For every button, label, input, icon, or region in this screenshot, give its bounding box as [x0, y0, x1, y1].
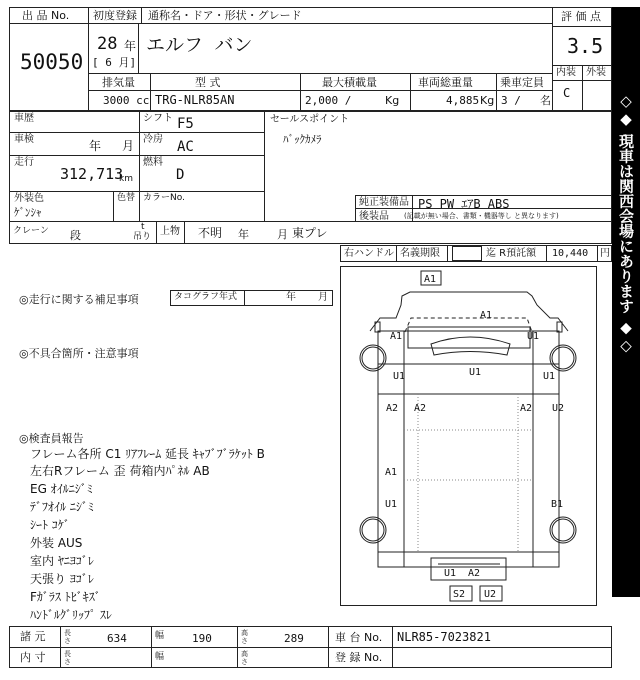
damage-mark: U1 — [469, 367, 482, 378]
name-label: 通称名・ドア・形状・グレード — [148, 9, 302, 22]
chassis-label: 車 台 No. — [335, 631, 383, 644]
exterior-label: 外装 — [586, 67, 606, 78]
damage-mark: A2 — [414, 403, 427, 414]
reg-no-label: 登 録 No. — [335, 651, 383, 664]
color-label: 外装色 — [14, 193, 44, 204]
damage-mark: A2 — [386, 403, 399, 414]
model-label: 型 式 — [195, 76, 221, 89]
upper-maker: 東プレ — [292, 226, 328, 240]
defect-label: ◎不具合箇所・注意事項 — [19, 347, 139, 360]
reg-year: 28 — [97, 34, 118, 54]
damage-mark: U2 — [484, 589, 497, 600]
inner-height-label: 高さ — [241, 650, 248, 666]
fuel-value: D — [176, 167, 185, 183]
mileage-label: 走行 — [14, 157, 34, 168]
damage-mark: A1 — [480, 310, 493, 321]
gross-label: 車両総重量 — [418, 76, 473, 89]
crane-level: 段 — [70, 229, 81, 242]
inspector-note-line: EG ｵｲﾙﾆｼﾞﾐ — [30, 482, 93, 496]
reg-month: [ 6 月] — [92, 56, 137, 69]
damage-mark: B1 — [551, 499, 564, 510]
lot-number: 50050 — [20, 50, 84, 74]
damage-mark: A1 — [390, 331, 403, 342]
transfer-check-box — [452, 246, 482, 261]
damage-mark: U1 — [444, 568, 457, 579]
ac-label: 冷房 — [143, 134, 163, 145]
factory-equip-label: 純正装備品 — [359, 197, 409, 208]
inspector-note-line: 室内 ﾔﾆﾖｺﾞﾚ — [30, 554, 94, 568]
height-value: 289 — [284, 632, 304, 645]
inspector-note-line: Fｶﾞﾗｽ ﾄﾋﾞｷｽﾞ — [30, 590, 101, 604]
crane-hang: 吊り — [133, 232, 152, 242]
inspection-month: 月 — [122, 139, 135, 153]
grade-value: 3.5 — [567, 34, 604, 58]
transfer-label: 名義期限 — [400, 248, 440, 259]
tacho-year: 年 — [286, 292, 296, 303]
inspector-note-line: ﾊﾝﾄﾞﾙｸﾞﾘｯﾌﾟ ｽﾚ — [30, 608, 112, 622]
load-unit: Kg — [385, 94, 400, 107]
inspector-note-line: フレーム各所 C1 ﾘｱﾌﾚｰﾑ 延長 ｷｬﾌﾞﾌﾞﾗｹｯﾄ B — [30, 447, 265, 461]
car-name: エルフ バン — [146, 34, 253, 56]
tax-value: 10,440 — [552, 248, 589, 259]
color-swap-label: 色替 — [117, 193, 136, 203]
damage-mark: U1 — [385, 499, 398, 510]
interior-label: 内装 — [556, 67, 576, 78]
crane-t: t — [141, 222, 145, 232]
sales-point-text: ﾊﾞｯｸｶﾒﾗ — [283, 133, 322, 146]
inner-width-label: 幅 — [155, 652, 165, 662]
interior-grade: C — [563, 86, 571, 100]
height-label: 高さ — [241, 629, 248, 645]
aftermarket-note: (記載が無い場合、書類・機器等し と異なります) — [404, 212, 559, 220]
inner-label: 内 寸 — [20, 651, 46, 664]
capacity-value: 3 / — [501, 94, 521, 107]
shift-value: F5 — [177, 116, 194, 132]
mileage-value: 312,713 — [60, 165, 124, 183]
upper-month: 月 — [277, 228, 288, 241]
inspector-note-line: ﾃﾞﾌｵｲﾙ ﾆｼﾞﾐ — [30, 500, 94, 514]
mileage-unit: km — [119, 174, 133, 184]
inspection-label: 車検 — [14, 134, 34, 145]
capacity-unit: 名 — [540, 94, 551, 107]
width-value: 190 — [192, 632, 212, 645]
displacement-label: 排気量 — [102, 76, 135, 89]
inspector-note-line: 左右Rフレーム 歪 荷箱内ﾊﾟﾈﾙ AB — [30, 464, 210, 478]
lot-label: 出 品 No. — [22, 9, 70, 22]
load-label: 最大積載量 — [322, 76, 377, 89]
load-value: 2,000 / — [305, 94, 352, 107]
upper-year: 年 — [238, 228, 249, 241]
upper-value: 不明 — [198, 226, 223, 240]
chassis-value: NLR85-7023821 — [397, 630, 491, 644]
history-label: 車歴 — [14, 113, 34, 124]
capacity-label: 乗車定員 — [500, 76, 544, 89]
gross-value: 4,885 — [446, 94, 480, 107]
damage-mark: A2 — [468, 568, 481, 579]
inspector-note-line: ｼｰﾄ ｺｹﾞ — [30, 518, 70, 532]
specs-label: 諸 元 — [20, 630, 46, 643]
length-label: 長さ — [64, 629, 71, 645]
gross-unit: Kg — [480, 94, 495, 107]
model-value: TRG-NLR85AN — [155, 93, 235, 107]
tax-label: 迄 R預託額 — [486, 248, 537, 259]
ac-value: AC — [177, 139, 194, 155]
run-note-label: ◎走行に関する補足事項 — [19, 293, 139, 306]
damage-mark: A2 — [520, 403, 533, 414]
inspection-year: 年 — [89, 139, 102, 153]
damage-mark: A1 — [385, 467, 398, 478]
inspector-note-line: 天張り ﾖｺﾞﾚ — [30, 572, 94, 586]
damage-mark: A1 — [424, 274, 437, 285]
shift-label: シフト — [143, 113, 173, 124]
diagram-frame — [340, 266, 597, 606]
reg-year-unit: 年 — [124, 39, 137, 53]
tacho-month: 月 — [318, 292, 328, 303]
tax-unit: 円 — [600, 248, 610, 259]
inspector-note-line: 外装 AUS — [30, 536, 83, 550]
damage-mark: U1 — [393, 371, 406, 382]
color-value: ｹﾞﾝｼｬ — [14, 206, 42, 219]
damage-mark: U1 — [543, 371, 556, 382]
first-reg-label: 初度登録 — [93, 9, 137, 22]
crane-label: クレーン — [13, 226, 49, 236]
inspector-label: ◎検査員報告 — [19, 432, 84, 445]
damage-mark: U1 — [527, 331, 540, 342]
tacho-label: タコグラフ年式 — [174, 292, 238, 302]
length-value: 634 — [107, 632, 127, 645]
fuel-label: 燃料 — [143, 157, 163, 168]
side-note: ◇◆ 現車は関西会場にあります ◆◇ — [617, 92, 635, 355]
damage-mark: U2 — [552, 403, 565, 414]
upper-label: 上物 — [160, 226, 180, 237]
grade-label: 評 価 点 — [561, 10, 601, 23]
sales-point-label: セールスポイント — [270, 114, 350, 125]
displacement-value: 3000 cc — [103, 94, 150, 107]
right-hand-flag: 右ハンドル — [344, 248, 394, 259]
color-code-label: カラーNo. — [143, 193, 185, 203]
aftermarket-label: 後装品 — [359, 211, 389, 222]
width-label: 幅 — [155, 631, 165, 641]
damage-mark: S2 — [453, 589, 466, 600]
inner-length-label: 長さ — [64, 650, 71, 666]
factory-equip-value: PS PW ｴｱB ABS — [418, 197, 510, 211]
